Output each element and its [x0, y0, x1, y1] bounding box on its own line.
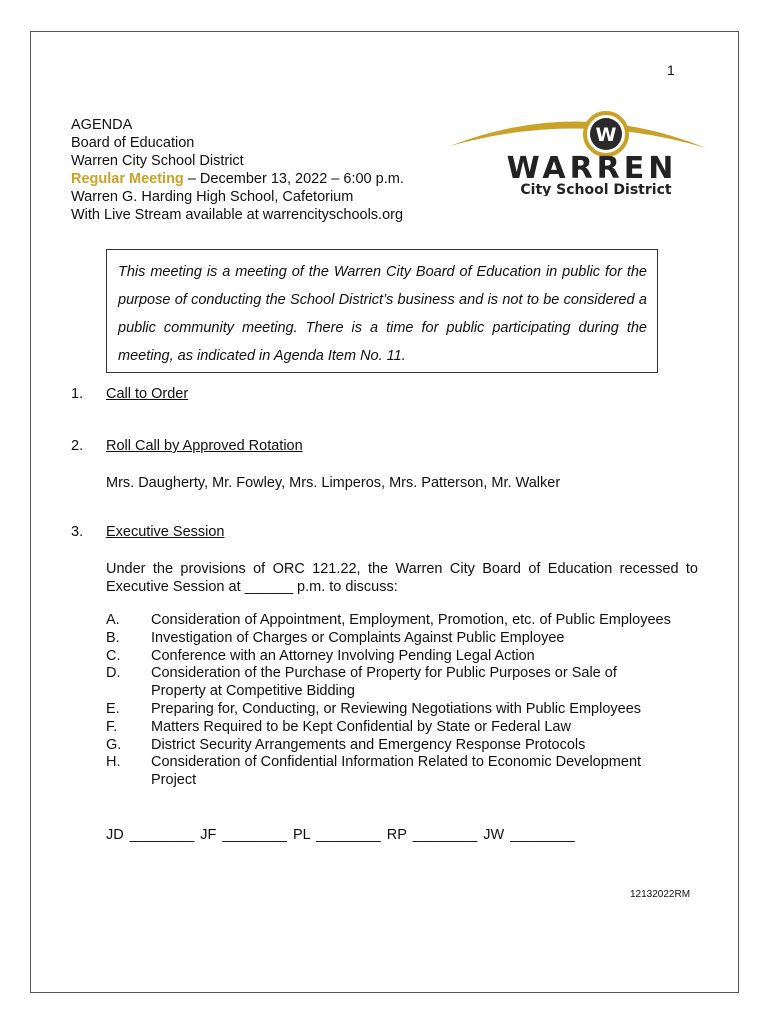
header-meeting — [71, 170, 404, 188]
document-code: 12132022RM — [630, 889, 691, 900]
header-district: Warren City School District — [71, 153, 244, 169]
item-3-title: Executive Session — [106, 524, 225, 540]
warren-district-logo — [448, 86, 708, 196]
list-item: B. Investigation of Charges or Complaints Against Public Employee — [106, 629, 565, 646]
list-item: C. Conference with an Attorney Involving Pending Legal Action — [106, 647, 535, 664]
page-number: 1 — [667, 62, 675, 78]
item-1-title: Call to Order — [106, 386, 189, 402]
meeting-details: – December 13, 2022 – 6:00 p.m. — [183, 171, 404, 187]
list-item: H. Consideration of Confidential Information Related to Economic Development Project — [106, 754, 642, 789]
list-item: E. Preparing for, Conducting, or Reviewing Negotiations with Public Employees — [106, 700, 642, 717]
board-initials-line: JD ________ JF ________ PL ________ RP ________ JW ________ — [106, 827, 575, 843]
list-item: G. District Security Arrangements and Emergency Response Protocols — [106, 736, 586, 753]
item-2-title: Roll Call by Approved Rotation — [106, 438, 303, 454]
list-item: A. Consideration of Appointment, Employment, Promotion, etc. of Public Employees — [106, 612, 671, 628]
header-location: Warren G. Harding High School, Cafetorium — [71, 189, 354, 205]
logo-initial: W — [595, 124, 617, 146]
logo-name: WARREN — [506, 151, 678, 186]
meeting-notice-box: This meeting is a meeting of the Warren City Board of Education in public for the purpose of conducting the School District’s business and is not to be considered a public community meeting. There is a time for public participating during the meeting, as indicated in Agenda Item No. 11. — [106, 249, 658, 373]
logo-arc — [450, 121, 706, 148]
logo-subtitle: City School District — [520, 182, 672, 196]
agenda-header — [71, 116, 404, 224]
roll-call-members: Mrs. Daugherty, Mr. Fowley, Mrs. Limperos, Mrs. Patterson, Mr. Walker — [106, 475, 561, 491]
item-2-number: 2. — [71, 438, 84, 454]
header-title: AGENDA — [71, 117, 133, 133]
header-livestream: With Live Stream available at warrencityschools.org — [71, 207, 404, 223]
item-1-number: 1. — [71, 386, 84, 402]
list-item: D. Consideration of the Purchase of Property for Public Purposes or Sale of Property at Competitive Bidding — [106, 665, 617, 700]
executive-session-text: Under the provisions of ORC 121.22, the Warren City Board of Education recessed to Executive Session at ______ p.m. to discuss: — [106, 561, 698, 595]
meeting-type: Regular Meeting — [71, 171, 184, 187]
item-3-number: 3. — [71, 524, 84, 540]
list-item: F. Matters Required to be Kept Confidential by State or Federal Law — [106, 718, 571, 735]
session-topics-list — [106, 612, 706, 790]
header-board: Board of Education — [71, 135, 195, 151]
